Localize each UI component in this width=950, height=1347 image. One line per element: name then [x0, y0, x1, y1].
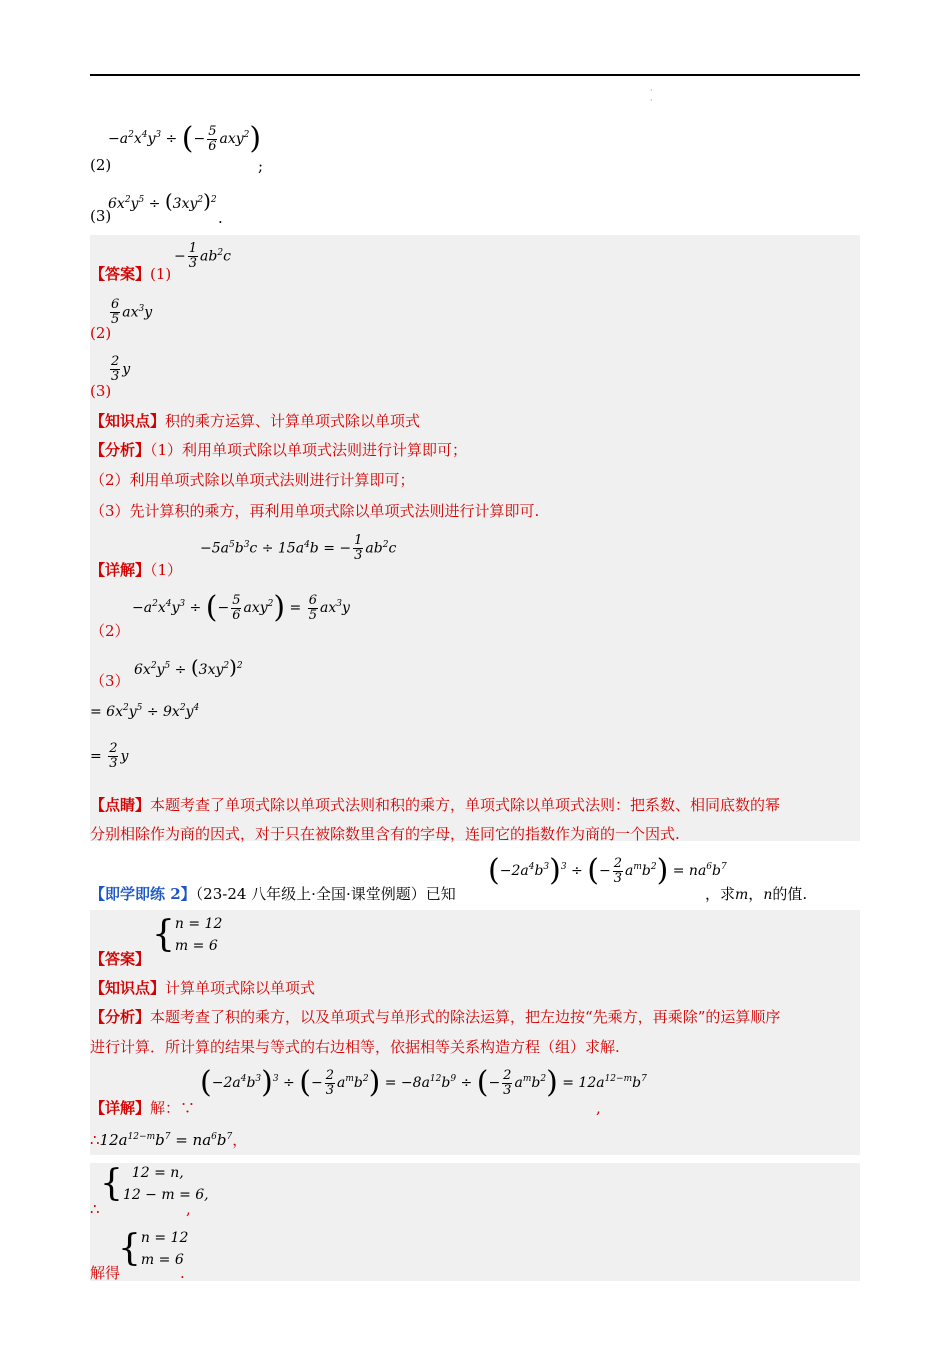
- detail-1-label: （1）: [150, 561, 183, 579]
- analysis-2-text: （2）利用单项式除以单项式法则进行计算即可；: [90, 471, 415, 489]
- practice-2-equation: $(-2a^4b^3)^3$ ÷ (− $\frac{2}{3}$ $a^mb^2) = na^6b^7$: [488, 853, 727, 888]
- header-dots: · ·: [650, 86, 653, 105]
- practice-ask-text: ，求: [705, 885, 736, 903]
- problem-3-expression: $6x^2y^5 \div (3xy^2)^2$: [108, 189, 217, 213]
- knowledge-2-tag: 【知识点】: [90, 979, 166, 997]
- comment-text-1: 本题考查了单项式除以单项式法则和积的乘方，单项式除以单项式法则：把系数、相同底数的幂: [150, 796, 781, 814]
- solve-label: 解得: [90, 1264, 121, 1282]
- practice-source: （23-24 八年级上·全国·课堂例题）已知: [195, 885, 456, 903]
- detail-3-label: （3）: [90, 672, 130, 690]
- detail-3-step-1: = $6x^2y^5 \div 9x^2y^4$: [90, 703, 200, 720]
- detail-3-expression: $6x^2y^5 \div (3xy^2)^2$: [134, 655, 243, 679]
- knowledge-text: 积的乘方运算、计算单项式除以单项式: [165, 412, 421, 430]
- detail-2-equation-chain: $(-2a^4b^3)^3$ ÷ (− $\frac{2}{3}$ $a^mb^2) = -8a^{12}b^9$ ÷ (− $\frac{2}{3}$ $a^mb^2) = 12a^{12-m}b^7$: [200, 1065, 647, 1100]
- solve-period: .: [180, 1264, 185, 1282]
- equation-system: { 12 = n, 12 − m = 6,: [100, 1163, 209, 1204]
- detail-2-comma: ,: [596, 1099, 601, 1117]
- comment-tag: 【点睛】: [90, 796, 151, 814]
- practice-tag: 【即学即练 2】: [90, 885, 196, 903]
- knowledge-line-2: [90, 978, 315, 998]
- knowledge-line-1: [90, 411, 420, 431]
- analysis-2-tag: 【分析】: [90, 1008, 151, 1026]
- problem-2-label: (2): [90, 156, 112, 174]
- detail-1-expression: $-5a^5b^3c \div 15a^4b$ = − $\frac{1}{3}$ $ab^2c$: [200, 533, 397, 563]
- answer-1-expression: − $\frac{1}{3}$ $ab^2c$: [174, 241, 231, 271]
- answer-1-line: [90, 264, 171, 284]
- analysis-2-text-2: 进行计算．所计算的结果与等式的右边相等，依据相等关系构造方程（组）求解.: [90, 1038, 620, 1056]
- detail-tag: 【详解】: [90, 561, 151, 579]
- answer-3-expression: $\frac{2}{3}$ y: [111, 354, 131, 384]
- answer-2-tag: 【答案】: [90, 950, 151, 968]
- practice-ask-comma: ，: [748, 885, 764, 903]
- answer-1-label: (1): [150, 265, 172, 283]
- answer-3-label: (3): [90, 382, 112, 400]
- detail-2-label: （2）: [90, 622, 130, 640]
- detail-2-start: 解：∵: [150, 1099, 196, 1117]
- problem-3-tail: .: [218, 209, 223, 227]
- answer-system: { n = 12 m = 6: [152, 914, 223, 955]
- practice-ask-m: m: [735, 887, 749, 903]
- answer-tag: 【答案】: [90, 265, 151, 283]
- practice-ask-tail: 的值.: [772, 885, 808, 903]
- analysis-3-text: （3）先计算积的乘方，再利用单项式除以单项式法则进行计算即可.: [90, 502, 540, 520]
- solution-system: { n = 12 m = 6: [118, 1228, 189, 1269]
- detail-2-tag: 【详解】: [90, 1099, 151, 1117]
- knowledge-2-text: 计算单项式除以单项式: [165, 979, 316, 997]
- practice-2-line: [90, 884, 456, 904]
- detail-2-expression: $-a^2x^4y^3$ ÷ (− $\frac{5}{6}$ axy$^2$) = $\frac{6}{5}$ $ax^3y$: [132, 590, 350, 625]
- therefore-line-1: $\therefore 12a^{12-m}b^7 = na^6b^7$，: [90, 1131, 248, 1149]
- problem-3-label: (3): [90, 207, 112, 225]
- comment-line-1: [90, 795, 780, 815]
- knowledge-tag: 【知识点】: [90, 412, 166, 430]
- comment-text-2: 分别相除作为商的因式，对于只在被除数里含有的字母，连同它的指数作为商的一个因式.: [90, 825, 680, 843]
- practice-2-ask: [705, 884, 807, 905]
- problem-2-expression: $-a^2x^4y^3$ ÷ (− $\frac{5}{6}$ axy$^2$): [108, 121, 262, 156]
- detail-3-step-2: = $\frac{2}{3}$ y: [90, 741, 129, 771]
- system-comma: ,: [186, 1200, 191, 1218]
- therefore-symbol-1: ∴: [90, 1131, 100, 1149]
- detail-line-1: [90, 560, 182, 580]
- answer-2-label: (2): [90, 324, 112, 342]
- analysis-tag: 【分析】: [90, 441, 151, 459]
- answer-2-expression: $\frac{6}{5}$ $ax^3y$: [111, 297, 153, 327]
- analysis-line-1: [90, 440, 467, 460]
- therefore-symbol-2: ∴: [90, 1200, 100, 1218]
- practice-ask-n: n: [763, 887, 773, 903]
- analysis-2-line-1: [90, 1007, 780, 1027]
- analysis-1-text: （1）利用单项式除以单项式法则进行计算即可；: [150, 441, 468, 459]
- detail-2-line: [90, 1098, 195, 1118]
- header-rule: [90, 74, 860, 76]
- analysis-2-text-1: 本题考查了积的乘方，以及单项式与单形式的除法运算，把左边按“先乘方，再乘除”的运算顺序: [150, 1008, 781, 1026]
- problem-2-tail: ;: [258, 157, 264, 175]
